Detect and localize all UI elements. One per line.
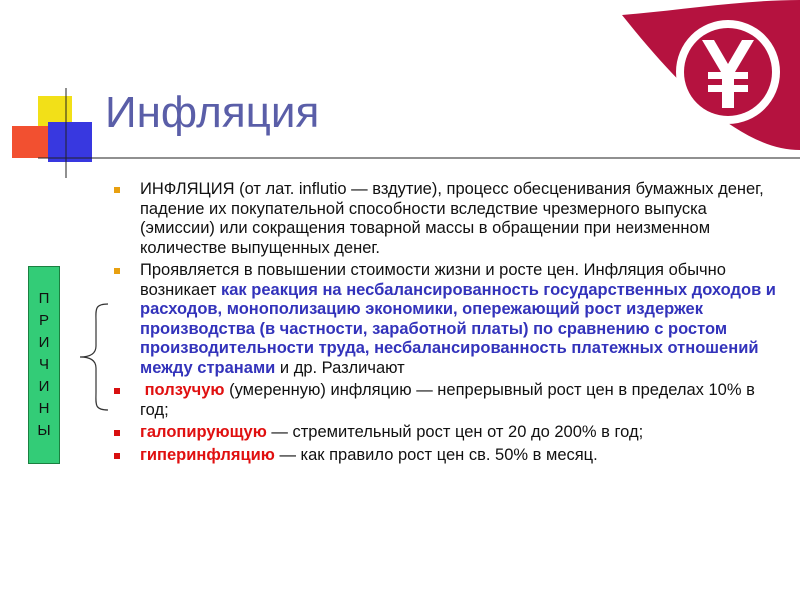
bullet-icon: [114, 453, 120, 459]
yen-logo: [622, 0, 800, 150]
list-item: [110, 423, 778, 443]
type-term: галопирующую: [140, 423, 267, 441]
type-description: — стремительный рост цен от 20 до 200% в год;: [266, 423, 644, 441]
definition-text: ИНФЛЯЦИЯ (от лат. influtio — вздутие), процесс обесценивания бумажных денег, падение их покупательной способности вследствие чрезмерного выпуска (эмиссии) или сокращения товарной массы в обращении при неизменном количестве выпущенных денег.: [140, 180, 764, 257]
causes-letter: Ы: [37, 422, 51, 439]
causes-highlight-text: как реакция на несбалансированность государственных доходов и расходов, монополизацию экономики, опережающий рост издержек производства (в частности, заработной платы) по сравнению с ростом производительности труда, несбалансированность платежных отношений между странами: [140, 280, 776, 377]
list-item: [110, 180, 778, 258]
bullet-icon: [114, 430, 120, 436]
type-description: — как правило рост цен св. 50% в месяц.: [274, 445, 598, 464]
type-term: ползучую: [144, 381, 225, 399]
causes-letter: П: [38, 290, 50, 307]
causes-letter: Ч: [39, 356, 49, 373]
type-term: гиперинфляцию: [140, 445, 275, 464]
causes-letter: И: [38, 334, 50, 351]
list-item: [110, 381, 778, 420]
type-description: (умеренную) инфляцию — непрерывный рост цен в пределах 10% в год;: [140, 381, 755, 419]
causes-letter: Р: [38, 312, 49, 329]
list-item: [110, 261, 778, 378]
list-item: [110, 446, 778, 466]
causes-letter: И: [38, 378, 50, 395]
bullet-icon: [114, 388, 120, 394]
bullet-icon: [114, 268, 120, 274]
causes-label: [28, 266, 60, 464]
page-title: Инфляция: [105, 88, 320, 137]
causes-outro-text: и др. Различают: [275, 358, 405, 377]
content-body: [110, 180, 778, 468]
causes-intro-text: Проявляется в повышении стоимости жизни и росте цен. Инфляция обычно возникает: [140, 261, 726, 299]
bullet-icon: [114, 187, 120, 193]
causes-brace: [76, 302, 112, 412]
causes-letter: Н: [38, 400, 50, 417]
